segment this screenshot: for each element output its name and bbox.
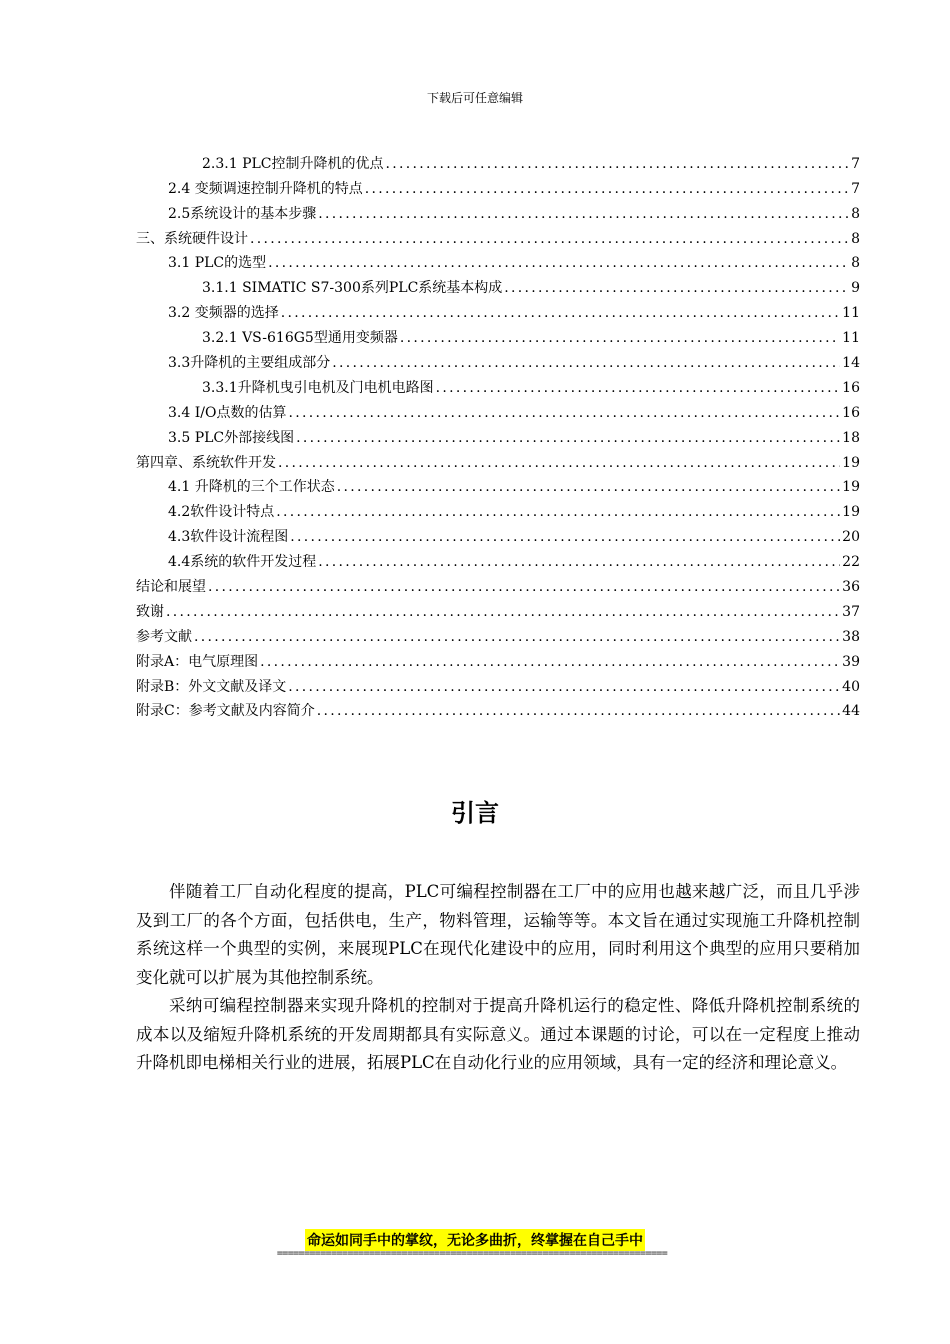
paragraph: 伴随着工厂自动化程度的提高，PLC可编程控制器在工厂中的应用也越来越广泛，而且几乎涉及到工厂的各个方面，包括供电，生产，物料管理，运输等等。本文旨在通过实现施工升降机控制系统这样一个典型的实例，来展现PLC在现代化建设中的应用，同时利用这个典型的应用只要稍加变化就可以扩展为其他控制系统。 [136,882,860,987]
toc-entry-page: 7 [851,180,860,197]
toc-entry-page: 11 [842,330,860,347]
toc-entry-page: 16 [842,404,860,421]
toc-entry-title: 3.2 变频器的选择 [168,305,279,322]
toc-entry[interactable] [136,322,860,347]
toc-entry-page: 16 [842,379,860,396]
toc-entry-title: 4.4系统的软件开发过程 [168,554,317,571]
toc-leader-dots [208,578,840,596]
toc-entry-title: 3.3.1升降机曳引电机及门电机电路图 [202,379,434,396]
toc-entry-page: 37 [842,603,860,620]
toc-entry-page: 39 [842,653,860,670]
toc-entry-title: 2.3.1 PLC控制升降机的优点 [202,155,384,172]
toc-leader-dots [436,379,841,397]
toc-entry-page: 40 [842,678,860,695]
toc-leader-dots [296,429,840,447]
toc-entry-page: 9 [851,280,860,297]
toc-entry[interactable] [136,347,860,372]
toc-entry-page: 14 [842,355,860,372]
toc-entry[interactable] [136,248,860,273]
toc-entry-page: 19 [842,479,860,496]
toc-entry-title: 4.1 升降机的三个工作状态 [168,479,335,496]
toc-leader-dots [290,528,840,546]
toc-entry-title: 4.3软件设计流程图 [168,529,289,546]
toc-entry[interactable] [136,496,860,521]
paragraph: 采纳可编程控制器来实现升降机的控制对于提高升降机运行的稳定性、降低升降机控制系统的成本以及缩短升降机系统的开发周期都具有实际意义。通过本课题的讨论，可以在一定程度上推动升降机即电梯相关行业的进展，拓展PLC在自动化行业的应用领域，具有一定的经济和理论意义。 [136,996,860,1072]
toc-entry[interactable] [136,397,860,422]
toc-entry-title: 第四章、系统软件开发 [136,454,276,471]
toc-entry-title: 3.1 PLC的选型 [168,255,267,272]
toc-leader-dots [166,603,840,621]
toc-leader-dots [268,254,849,272]
page-header: 下载后可任意编辑 [426,91,523,105]
toc-entry[interactable] [136,671,860,696]
toc-entry-page: 22 [842,554,860,571]
toc-entry[interactable] [136,621,860,646]
toc-entry-title: 附录B：外文文献及译文 [136,678,287,695]
toc-leader-dots [386,155,850,173]
toc-entry[interactable] [136,272,860,297]
toc-entry-page: 8 [851,205,860,222]
toc-entry-page: 44 [842,703,860,720]
toc-entry-title: 结论和展望 [136,579,206,596]
toc-entry-title: 三、系统硬件设计 [136,230,248,247]
toc-entry-page: 8 [851,255,860,272]
toc-leader-dots [337,478,840,496]
toc-entry[interactable] [136,173,860,198]
toc-entry-page: 11 [842,305,860,322]
toc-leader-dots [194,628,840,646]
toc-entry[interactable] [136,223,860,248]
toc-entry[interactable] [136,696,860,721]
toc-entry-title: 2.5系统设计的基本步骤 [168,205,317,222]
toc-entry[interactable] [136,372,860,397]
toc-entry-page: 18 [842,429,860,446]
toc-entry-page: 19 [842,454,860,471]
toc-leader-dots [317,702,840,720]
toc-entry[interactable] [136,198,860,223]
toc-entry-title: 3.5 PLC外部接线图 [168,429,295,446]
toc-entry-title: 3.3升降机的主要组成部分 [168,355,331,372]
section-title: 引言 [451,799,499,827]
toc-entry[interactable] [136,422,860,447]
toc-entry-page: 36 [842,579,860,596]
toc-leader-dots [318,205,849,223]
toc-leader-dots [288,404,840,422]
toc-entry-page: 38 [842,628,860,645]
toc-entry[interactable] [136,546,860,571]
toc-entry-page: 8 [851,230,860,247]
toc-entry-title: 3.2.1 VS-616G5型通用变频器 [202,330,398,347]
toc-entry-title: 附录A：电气原理图 [136,653,259,670]
toc-leader-dots [281,304,840,322]
toc-entry[interactable] [136,596,860,621]
toc-entry-title: 3.4 I/O点数的估算 [168,404,287,421]
toc-entry-title: 2.4 变频调速控制升降机的特点 [168,180,363,197]
toc-leader-dots [288,678,840,696]
toc-entry[interactable] [136,521,860,546]
toc-leader-dots [278,454,840,472]
toc-entry[interactable] [136,571,860,596]
toc-entry[interactable] [136,297,860,322]
toc-leader-dots [250,230,849,248]
toc-leader-dots [260,653,840,671]
toc-leader-dots [504,279,849,297]
toc-entry-title: 4.2软件设计特点 [168,504,275,521]
toc-entry-page: 19 [842,504,860,521]
toc-entry[interactable] [136,472,860,497]
footer-motto: 命运如同手中的掌纹，无论多曲折，终掌握在自己手中 [305,1229,645,1251]
toc-entry-title: 参考文献 [136,628,192,645]
toc-entry-title: 致谢 [136,603,164,620]
toc-leader-dots [332,354,840,372]
toc-entry[interactable] [136,646,860,671]
toc-leader-dots [365,180,849,198]
toc-entry[interactable] [136,447,860,472]
footer-rule: ======================================================================== [276,1248,668,1259]
toc-entry-title: 3.1.1 SIMATIC S7-300系列PLC系统基本构成 [202,280,503,297]
section-body [136,878,860,1078]
toc-entry-page: 7 [851,155,860,172]
table-of-contents [136,148,860,720]
toc-entry-title: 附录C：参考文献及内容简介 [136,703,315,720]
toc-entry-page: 20 [842,529,860,546]
toc-leader-dots [318,553,840,571]
toc-leader-dots [276,503,840,521]
toc-leader-dots [400,329,840,347]
toc-entry[interactable] [136,148,860,173]
